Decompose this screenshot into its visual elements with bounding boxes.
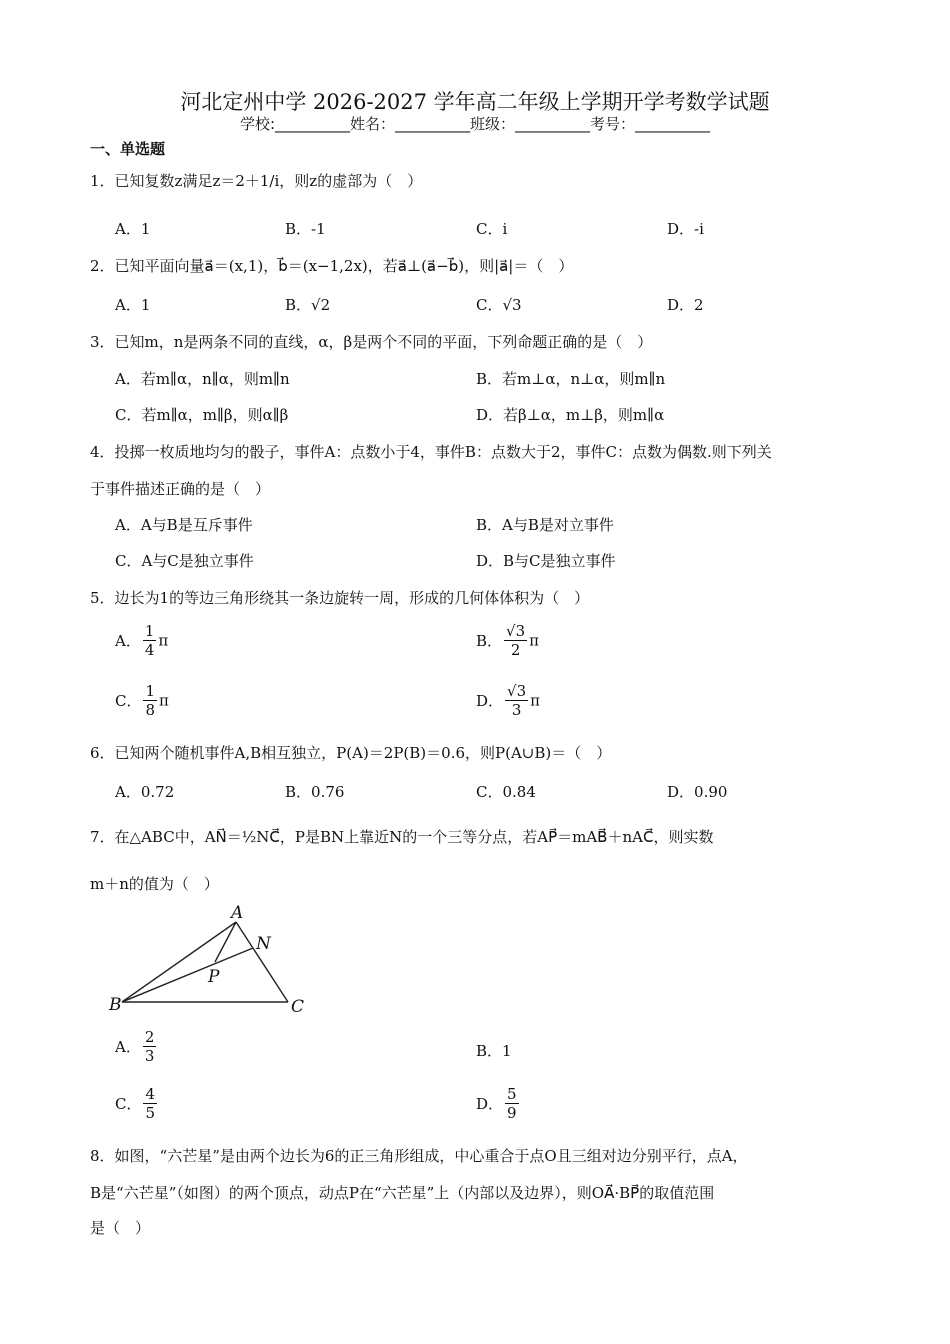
q1-option-a: A．1 bbox=[115, 220, 151, 238]
q2-option-b: B．√2 bbox=[285, 296, 331, 314]
q2-option-d: D．2 bbox=[667, 296, 704, 314]
q7-option-d: D． $\frac{5}{9}$ bbox=[476, 1085, 517, 1122]
question-5-stem: 5．边长为1的等边三角形绕其一条边旋转一周，形成的几何体体积为（ ） bbox=[90, 589, 590, 607]
q5-option-c: C． $\frac{1}{8}$ π bbox=[115, 682, 169, 719]
q3-option-d: D．若β⊥α，m⊥β，则m∥α bbox=[476, 406, 665, 424]
q5-option-b: B． $\frac{√3}{2}$ π bbox=[476, 622, 539, 659]
q6-option-c: C．0.84 bbox=[476, 783, 536, 801]
q4-option-d: D．B与C是独立事件 bbox=[476, 552, 616, 570]
q3-option-b: B．若m⊥α，n⊥α，则m∥n bbox=[476, 370, 666, 388]
label-a: A bbox=[231, 903, 244, 923]
q1-option-d: D．-i bbox=[667, 220, 704, 238]
label-b: B bbox=[109, 995, 122, 1015]
question-7-stem-line2: m＋n的值为（ ） bbox=[90, 875, 219, 893]
q2-option-a: A．1 bbox=[115, 296, 151, 314]
q4-option-a: A．A与B是互斥事件 bbox=[115, 516, 253, 534]
q5-option-a: A． $\frac{1}{4}$ π bbox=[115, 622, 169, 659]
q1-option-c: C．i bbox=[476, 220, 508, 238]
question-1-stem: 1．已知复数z满足z＝2＋1/i，则z的虚部为（ ） bbox=[90, 172, 423, 190]
q7-option-a: A． $\frac{2}{3}$ bbox=[115, 1028, 155, 1065]
q1-option-b: B．-1 bbox=[285, 220, 326, 238]
q4-option-c: C．A与C是独立事件 bbox=[115, 552, 254, 570]
question-7-stem-line1: 7．在△ABC中，AN⃗＝½NC⃗，P是BN上靠近N的一个三等分点，若AP⃗＝mAB⃗＋nAC⃗，则实数 bbox=[90, 828, 714, 846]
student-info-line: 学校:__________姓名：__________班级：__________考号：__________ bbox=[239, 115, 711, 133]
q5-option-d: D． $\frac{√3}{3}$ π bbox=[476, 682, 540, 719]
q7-option-c: C． $\frac{4}{5}$ bbox=[115, 1085, 156, 1122]
question-6-stem: 6．已知两个随机事件A,B相互独立，P(A)＝2P(B)＝0.6，则P(A∪B)＝（ ） bbox=[90, 744, 612, 762]
label-n: N bbox=[256, 934, 271, 954]
q3-option-a: A．若m∥α，n∥α，则m∥n bbox=[115, 370, 290, 388]
label-c: C bbox=[291, 997, 305, 1017]
q2-option-c: C．√3 bbox=[476, 296, 522, 314]
question-4-stem-line2: 于事件描述正确的是（ ） bbox=[90, 480, 271, 498]
q6-option-b: B．0.76 bbox=[285, 783, 345, 801]
question-8-stem-line2: B是“六芒星”（如图）的两个顶点，动点P在“六芒星”上（内部以及边界），则OA⃗·BP⃗的取值范围 bbox=[90, 1184, 715, 1202]
question-8-stem-line3: 是（ ） bbox=[90, 1219, 151, 1237]
q4-option-b: B．A与B是对立事件 bbox=[476, 516, 614, 534]
triangle-figure bbox=[100, 900, 320, 1020]
question-2-stem: 2．已知平面向量a⃗＝(x,1)，b⃗＝(x−1,2x)，若a⃗⊥(a⃗−b⃗)，则|a⃗|＝（ ） bbox=[90, 257, 574, 275]
question-8-stem-line1: 8．如图，“六芒星”是由两个边长为6的正三角形组成，中心重合于点O且三组对边分别平行，点A， bbox=[90, 1147, 748, 1165]
question-4-stem-line1: 4．投掷一枚质地均匀的骰子，事件A：点数小于4，事件B：点数大于2，事件C：点数为偶数.则下列关 bbox=[90, 443, 772, 461]
q3-option-c: C．若m∥α，m∥β，则α∥β bbox=[115, 406, 289, 424]
label-p: P bbox=[208, 967, 220, 987]
q6-option-a: A．0.72 bbox=[115, 783, 175, 801]
question-3-stem: 3．已知m，n是两条不同的直线，α，β是两个不同的平面，下列命题正确的是（ ） bbox=[90, 333, 653, 351]
q6-option-d: D．0.90 bbox=[667, 783, 728, 801]
q7-option-b: B．1 bbox=[476, 1042, 512, 1060]
page-title: 河北定州中学 2026-2027 学年高二年级上学期开学考数学试题 bbox=[180, 90, 770, 114]
section-heading: 一、单选题 bbox=[90, 140, 166, 158]
